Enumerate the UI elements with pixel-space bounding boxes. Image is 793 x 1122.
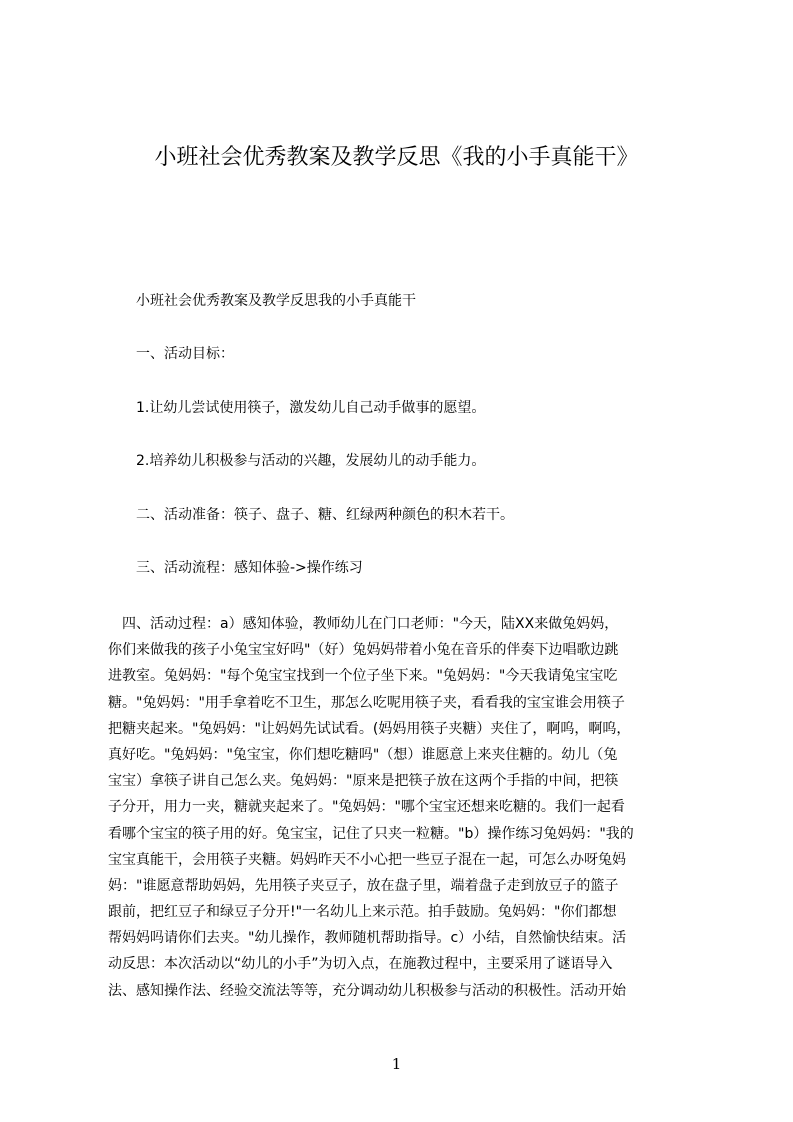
paragraph-line: 跟前，把红豆子和绿豆子分开!"一名幼儿上来示范。拍手鼓励。兔妈妈："你们都想 (108, 904, 617, 921)
goal-item-1: 1.让幼儿尝试使用筷子，激发幼儿自己动手做事的愿望。 (136, 400, 486, 416)
paragraph-line: 看哪个宝宝的筷子用的好。兔宝宝，记住了只夹一粒糖。"b）操作练习兔妈妈："我的 (108, 825, 634, 842)
section-heading-goals: 一、活动目标： (136, 346, 234, 362)
section-preparation: 二、活动准备：筷子、盘子、糖、红绿两种颜色的积木若干。 (136, 507, 514, 523)
paragraph-line: 动反思：本次活动以“幼儿的小手”为切入点，在施教过程中，主要采用了谜语导入 (108, 956, 613, 973)
paragraph-line: 宝宝真能干，会用筷子夹糖。妈妈昨天不小心把一些豆子混在一起，可怎么办呀兔妈 (108, 851, 626, 868)
document-title: 小班社会优秀教案及教学反思《我的小手真能干》 (154, 145, 639, 170)
document-subtitle: 小班社会优秀教案及教学反思我的小手真能干 (136, 293, 416, 309)
paragraph-line: 进教室。兔妈妈："每个兔宝宝找到一个位子坐下来。"兔妈妈："今天我请兔宝宝吃 (108, 668, 618, 685)
paragraph-line: 把糖夹起来。"兔妈妈："让妈妈先试试看。(妈妈用筷子夹糖）夹住了，啊呜，啊呜， (108, 720, 631, 737)
paragraph-line: 法、感知操作法、经验交流法等等，充分调动幼儿积极参与活动的积极性。活动开始 (108, 982, 626, 999)
paragraph-line: 糖。"兔妈妈："用手拿着吃不卫生，那怎么吃呢用筷子夹，看看我的宝宝谁会用筷子 (108, 694, 625, 711)
paragraph-line: 妈："谁愿意帮助妈妈，先用筷子夹豆子，放在盘子里，端着盘子走到放豆子的篮子 (108, 877, 619, 894)
paragraph-line: 你们来做我的孩子小兔宝宝好吗"（好）兔妈妈带着小兔在音乐的伴奏下边唱歌边跳 (108, 642, 619, 659)
section-flow: 三、活动流程：感知体验->操作练习 (136, 560, 363, 576)
activity-process-paragraph (108, 611, 700, 1031)
paragraph-line: 子分开，用力一夹，糖就夹起来了。"兔妈妈："哪个宝宝还想来吃糖的。我们一起看 (108, 799, 625, 816)
page-number: 1 (391, 1055, 402, 1073)
paragraph-line: 宝宝）拿筷子讲自己怎么夹。兔妈妈："原来是把筷子放在这两个手指的中间，把筷 (108, 773, 619, 790)
paragraph-line: 真好吃。"兔妈妈："兔宝宝，你们想吃糖吗"（想）谁愿意上来夹住糖的。幼儿（兔 (108, 746, 618, 763)
goal-item-2: 2.培养幼儿积极参与活动的兴趣，发展幼儿的动手能力。 (136, 453, 486, 469)
paragraph-line: 四、活动过程：a）感知体验，教师幼儿在门口老师："今天，陆XX来做兔妈妈， (108, 616, 619, 632)
paragraph-line: 帮妈妈吗请你们去夹。"幼儿操作，教师随机帮助指导。c）小结，自然愉快结束。活 (108, 930, 627, 947)
